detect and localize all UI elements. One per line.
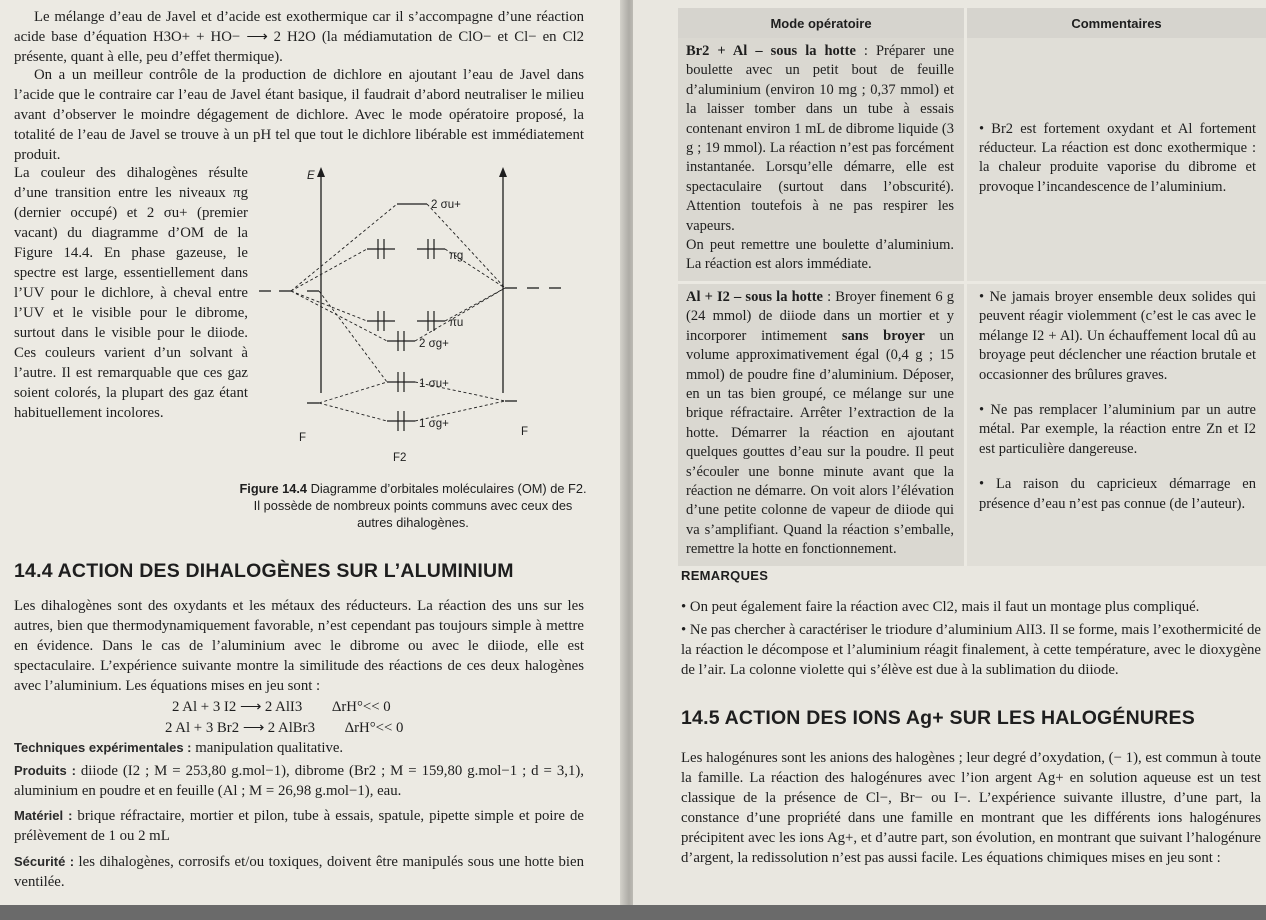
remarque-2: • Ne pas chercher à caractériser le triodure d’aluminium AlI3. Il se forme, mais l’exothermicité de la réaction le décompose et l’aluminium réagit finalement, à cette température, avec le dioxygène de l’air. La colonne violette qui s’élève est due à la sublimation du diiode.: [681, 622, 1261, 678]
molecule-label: F2: [393, 452, 407, 464]
figure-caption-label: Figure 14.4: [239, 481, 308, 496]
remarque-1: • On peut également faire la réaction avec Cl2, mais il faut un montage plus compliqué.: [681, 599, 1200, 615]
row2-comment-1: • Ne jamais broyer ensemble deux solides qui peuvent réagir violemment (c’est le cas avec le mélange I2 + Al). Un échauffement local dû au broyage peut déclencher une réaction brutale et occasionner des brûlures graves.: [979, 288, 1256, 383]
security-label: Sécurité :: [14, 854, 75, 869]
level-2su: 2 σu+: [431, 199, 461, 211]
techniques-line: [14, 738, 584, 758]
products-line: [14, 761, 584, 801]
intro-paragraph-2: On a un meilleur contrôle de la production de dichlore en ajoutant l’eau de Javel dans l’acide que le contraire car l’eau de Javel étant basique, il faudrait d’abord neutraliser le milieu avant d’observer le moindre dégagement de dichlore. Avec le mode opératoire proposé, la totalité de l’eau de Javel se trouve à un pH tel que tout le dichlore libérable est immédiatement produit.: [14, 67, 584, 163]
atom-label-left: F: [299, 432, 307, 444]
row1-text: : Préparer une boulette avec un petit bout de feuille d’aluminium (environ 10 mg ; 0,37 mmol) et la laisser tomber dans un tube à essais contenant environ 1 mL de dibrome liquide (3 g ; 19 mmol). La réaction n’est pas forcément instantanée. Lorsqu’elle démarre, elle est spectaculaire (surtout dans l’obscurité). Attention toutefois à ne pas respirer les vapeurs.: [686, 43, 954, 234]
remarques-title: REMARQUES: [681, 568, 769, 583]
row2-bold-sans-broyer: sans broyer: [841, 327, 925, 344]
row1-procedure: [678, 38, 966, 282]
axis-label-e: E: [307, 170, 315, 182]
security-text: les dihalogènes, corrosifs et/ou toxiques, doivent être manipulés sous une hotte bien ventilée.: [14, 854, 584, 890]
equation-iodine: 2 Al + 3 I2 ⟶ 2 AlI3 ΔrH°<< 0: [172, 699, 391, 715]
techniques-label: Techniques expérimentales :: [14, 740, 192, 755]
level-pig: πg: [449, 250, 464, 262]
section-title-14-4: 14.4 ACTION DES DIHALOGÈNES SUR L’ALUMINIUM: [14, 560, 514, 582]
col-header-comments: Commentaires: [966, 8, 1266, 38]
row2-comments: [966, 282, 1266, 565]
security-line: [14, 852, 584, 892]
row1-title: Br2 + Al – sous la hotte: [686, 43, 856, 59]
atom-label-right: F: [521, 426, 529, 438]
row2-title: Al + I2 – sous la hotte: [686, 288, 823, 305]
energy-axis-arrow: [317, 167, 325, 177]
products-text: diiode (I2 ; M = 253,80 g.mol−1), dibrome (Br2 ; M = 159,80 g.mol−1 ; d = 3,1), aluminium en poudre et en feuille (Al ; M = 26,98 g.mol−1), eau.: [14, 763, 584, 799]
col-header-mode: Mode opératoire: [678, 8, 966, 38]
techniques-text: manipulation qualitative.: [191, 740, 344, 756]
row1-comment: • Br2 est fortement oxydant et Al fortement réducteur. La réaction est donc exothermique : la chaleur produite vaporise du dibrome et provoque l’incandescence de l’aluminium.: [966, 38, 1266, 282]
mo-diagram: [255, 163, 585, 473]
material-label: Matériel :: [14, 808, 73, 823]
level-1su: 1 σu+: [419, 378, 449, 390]
material-text: brique réfractaire, mortier et pilon, tube à essais, spatule, pipette simple et poire de prélèvement de 1 ou 2 mL: [14, 808, 584, 844]
material-line: [14, 806, 584, 846]
section-14-4-paragraph: Les dihalogènes sont des oxydants et les métaux des réducteurs. La réaction des uns sur les autres, bien que thermodynamiquement favorable, n’est cependant pas toujours simple à mettre en évidence. Dans le cas de l’aluminium avec le dibrome ou avec le diiode, elle est spectaculaire. L’expérience suivante montre la similitude des réactions de ces deux halogènes avec l’aluminium. Les équations mises en jeu sont :: [14, 598, 584, 694]
section-14-5-paragraph: Les halogénures sont les anions des halogènes ; leur degré d’oxydation, (− 1), est commun à toute la famille. La réaction des halogénures avec l’ion argent Ag+ en solution aqueuse est un test classique de la présence de Cl−, Br− ou I−. L’expérience suivante illustre, d’une part, la constance d’une propriété dans une famille en montrant que les différents ions halogénures précipitent avec les ions Ag+, et d’autre part, son évolution, en montrant que suivant l’halogénure d’argent, la redissolution n’est pas aussi facile. Les équations chimiques mises en jeu sont :: [681, 750, 1261, 866]
side-text-colors: La couleur des dihalogènes résulte d’une transition entre les niveaux πg (dernier occupé) et 2 σu+ (premier vacant) du diagramme d’OM de la Figure 14.4. En phase gazeuse, le spectre est large, essentiellement dans l’UV pour le dichlore, à cheval entre l’UV et le visible pour le dibrome, surtout dans le visible pour le diiode. Ces couleurs varient d’un solvant à l’autre. Il est remarquable que ces gaz soient colorés, la plupart des gaz étant habituellement incolores.: [14, 165, 248, 421]
right-page: [633, 0, 1266, 912]
level-piu: πu: [449, 317, 464, 329]
row2-procedure: [678, 282, 966, 565]
right-axis-arrow: [499, 167, 507, 177]
section-title-14-5: 14.5 ACTION DES IONS Ag+ SUR LES HALOGÉNURES: [681, 707, 1195, 729]
row2-comment-2: • Ne pas remplacer l’aluminium par un autre métal. Par exemple, la réaction entre Zn et I2 est particulière dangereuse.: [979, 401, 1256, 457]
row2-text-a: : Broyer finement 6 g (24 mmol) de diiode dans un mortier et y incorporer intimement: [686, 288, 954, 344]
page-bottom-shadow: [0, 905, 1266, 920]
left-page: [0, 0, 624, 912]
row1-text-2: On peut remettre une boulette d’aluminium. La réaction est alors immédiate.: [686, 237, 954, 273]
table-row: [678, 38, 1266, 282]
level-2sg: 2 σg+: [419, 338, 449, 350]
level-1sg: 1 σg+: [419, 418, 449, 430]
intro-paragraph-1: Le mélange d’eau de Javel et d’acide est exothermique car il s’accompagne d’une réaction acide base d’équation H3O+ + HO− ⟶ 2 H2O (la médiamutation de ClO− et Cl− en Cl2 présente, quant à elle, peu d’effet thermique).: [14, 9, 584, 65]
table-row: [678, 282, 1266, 565]
figure-caption: [238, 480, 588, 531]
row2-comment-3: • La raison du capricieux démarrage en présence d’eau n’est pas connue (de l’auteur).: [979, 476, 1256, 512]
figure-caption-text: Diagramme d’orbitales moléculaires (OM) de F2. Il possède de nombreux points communs avec ceux des autres dihalogènes.: [253, 481, 587, 530]
protocol-table: [678, 8, 1266, 566]
equation-bromine: 2 Al + 3 Br2 ⟶ 2 AlBr3 ΔrH°<< 0: [165, 720, 404, 736]
row2-text-b: un volume approximativement égal (0,4 g ; 15 mmol) de poudre fine d’aluminium. Déposer, en un tas bien groupé, ce mélange sur une brique réfractaire. Arrêter l’extraction de la hotte. Démarrer la réaction en ajoutant quelques gouttes d’eau sur la poudre. Il peut s’écouler une bonne minute avant que la réaction ne démarre. On voit alors l’élévation d’une petite colonne de vapeur de diiode qui va s’amplifiant. Quand la réaction s’emballe, remettre la hotte en fonctionnement.: [686, 327, 954, 558]
products-label: Produits :: [14, 763, 76, 778]
